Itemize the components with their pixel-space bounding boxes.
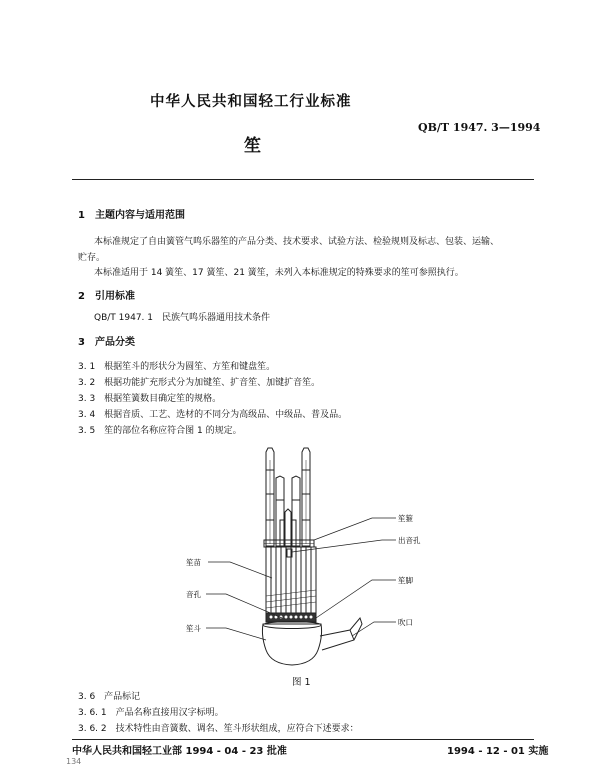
standard-code: QB/T 1947. 3—1994 [418, 121, 541, 134]
sheng-bowl [262, 624, 321, 665]
clause-3-4: 3. 4 根据音质、工艺、选材的不同分为高级品、中级品、普及品。 [78, 410, 348, 420]
label-sheng-miao: 笙苗 [186, 558, 201, 567]
issuing-body-title: 中华人民共和国轻工行业标准 [150, 94, 352, 110]
label-sheng-gu: 笙箍 [398, 514, 413, 523]
clause-3-5: 3. 5 笙的部位名称应符合图 1 的规定。 [78, 426, 242, 436]
footer-divider [72, 739, 534, 740]
figure-caption: 图 1 [292, 677, 311, 688]
section-3-heading: 3 产品分类 [78, 337, 135, 348]
label-sheng-dou: 笙斗 [186, 624, 201, 633]
clause-3-6-2: 3. 6. 2 技术特性由音簧数、调名、笙斗形状组成，应符合下述要求： [78, 724, 359, 734]
clause-3-2: 3. 2 根据功能扩充形式分为加键笙、扩音笙、加键扩音笙。 [78, 378, 321, 388]
clause-3-6-heading: 3. 6 产品标记 [78, 692, 141, 702]
section-1-paragraph-1-line-2: 贮存。 [78, 253, 106, 263]
section-2-heading: 2 引用标准 [78, 291, 135, 302]
normative-reference: QB/T 1947. 1 民族气鸣乐器通用技术条件 [94, 313, 271, 323]
clause-3-6-1: 3. 6. 1 产品名称直接用汉字标明。 [78, 708, 224, 718]
clause-3-3: 3. 3 根据笙簧数目确定笙的规格。 [78, 394, 222, 404]
clause-3-1: 3. 1 根据笙斗的形状分为圆笙、方笙和键盘笙。 [78, 362, 276, 372]
approval-line: 中华人民共和国轻工业部 1994 - 04 - 23 批准 [72, 746, 287, 757]
label-yin-kong: 音孔 [186, 590, 201, 599]
effective-date: 1994 - 12 - 01 实施 [447, 746, 549, 757]
section-1-paragraph-2: 本标准适用于 14 簧笙、17 簧笙、21 簧笙，未列入本标准规定的特殊要求的笙可参照执行。 [94, 268, 464, 278]
page-number: 134 [66, 757, 82, 766]
section-1-paragraph-1-line-1: 本标准规定了自由簧管气鸣乐器笙的产品分类、技术要求、试验方法、检验规则及标志、包装、运输、 [94, 237, 500, 247]
section-1-heading: 1 主题内容与适用范围 [78, 210, 185, 221]
label-chui-kou: 吹口 [398, 618, 413, 627]
document-title: 笙 [244, 136, 261, 156]
label-chu-yin-kong: 出音孔 [398, 536, 421, 545]
label-sheng-jiao: 笙脚 [398, 576, 413, 585]
